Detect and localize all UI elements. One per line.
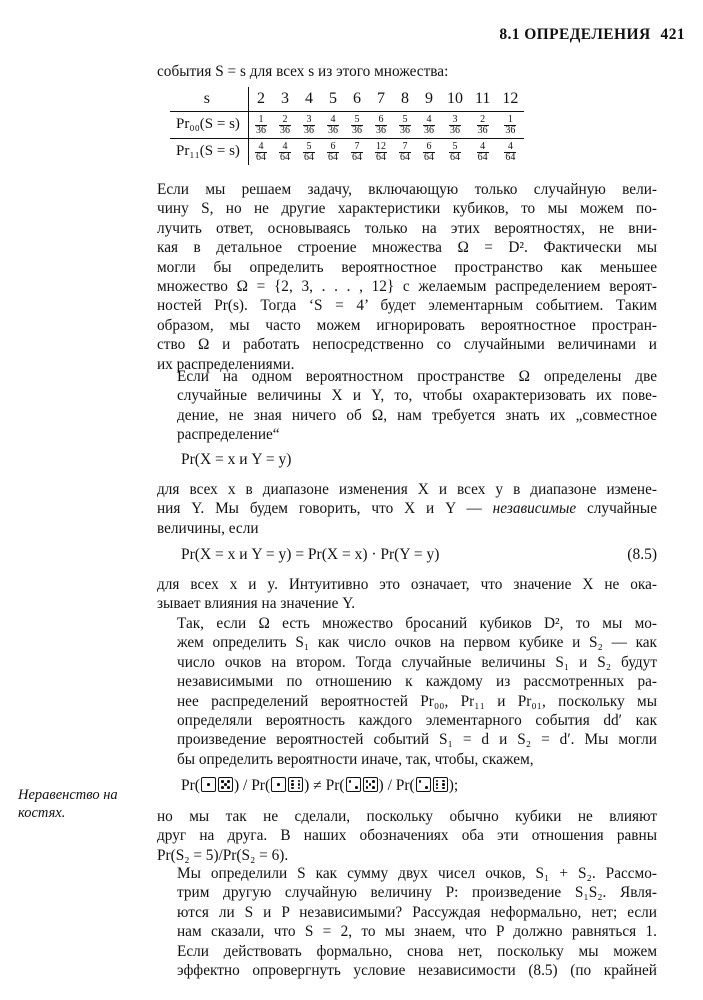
fraction	[449, 142, 461, 163]
para5-line-5: нее распределений вероятностей Pr₀₀, Pr₁₁ и Pr₀₁, поскольку мы	[177, 692, 657, 710]
fraction-numerator: 7	[351, 142, 363, 153]
fraction-numerator: 4	[255, 142, 267, 153]
paragraph-4-text	[157, 575, 657, 614]
fraction	[327, 142, 339, 163]
para1-line-1: Если мы решаем задачу, включающую только случайную вели-	[157, 181, 657, 198]
para1-line-8: образом, мы часто можем игнорировать вероятностное простран-	[157, 316, 657, 334]
fraction	[255, 115, 267, 136]
para3-line-2a: ния Y. Мы будем говорить, что X и Y —	[157, 500, 493, 518]
fraction-denominator: 64	[279, 151, 290, 163]
table-cell	[393, 139, 417, 166]
table-cell	[469, 112, 496, 139]
table-s-value: 11	[474, 90, 491, 108]
para2-line-4: распределение“	[177, 426, 280, 444]
para6-line-2: друг на друга. В наших обозначениях оба эти отношения равны	[157, 827, 657, 845]
para1-line-5: могли бы определить вероятностное пространство как меньшее	[157, 258, 657, 276]
fraction-denominator: 64	[505, 151, 516, 163]
para1-line-4: кая в детальное строение множества Ω = D². Фактически мы	[157, 239, 657, 257]
fraction-denominator: 36	[279, 124, 290, 136]
fraction-denominator: 36	[477, 124, 488, 136]
fraction	[279, 115, 291, 136]
fraction-numerator: 2	[477, 115, 489, 126]
para4-line-2: зывает влияния на значение Y.	[157, 595, 356, 613]
die-two-icon	[416, 777, 431, 792]
page-number: 421	[660, 26, 685, 43]
para5-line-4: независимыми по отношению к каждому из рассмотренных ра-	[177, 673, 657, 691]
fraction-numerator: 7	[399, 142, 411, 153]
fraction	[279, 142, 291, 163]
paragraph-7-text	[157, 864, 657, 980]
die-one-icon	[271, 777, 286, 792]
para3-line-1: для всех x в диапазоне изменения X и всех y в диапазоне измене-	[157, 481, 657, 498]
die-five-icon	[363, 777, 378, 792]
fraction-numerator: 5	[399, 115, 411, 126]
para2-line-3: дение, не зная ничего об Ω, нам требуется знать их „совместное	[177, 406, 657, 424]
table-cell	[441, 139, 469, 166]
fraction	[423, 142, 435, 163]
paragraph-4	[157, 575, 657, 614]
table-cell	[248, 139, 273, 166]
fraction-denominator: 64	[399, 151, 410, 163]
slash-1: /	[243, 777, 248, 794]
para5-line-3: число очков на втором. Тогда случайные величины S₁ и S₂ будут	[177, 653, 657, 671]
fraction	[477, 142, 489, 163]
paragraph-2-text	[157, 367, 657, 445]
fraction	[327, 115, 339, 136]
fraction-numerator: 2	[279, 115, 291, 126]
table-cell	[248, 112, 273, 139]
table-cell	[369, 112, 393, 139]
para1-line-10: их распределениями.	[157, 355, 295, 373]
die-five-icon	[218, 777, 233, 792]
pr-open-4: Pr(	[395, 777, 415, 794]
fraction	[477, 115, 489, 136]
term-independent: независимые	[492, 500, 577, 518]
semicolon: ;	[453, 777, 459, 794]
table-row-pr00	[170, 112, 524, 139]
table-header-label: s	[170, 87, 248, 112]
probability-table	[170, 87, 524, 165]
fraction	[351, 142, 363, 163]
para5-line-2: жем определить S₁ как число очков на первом кубике и S₂ — как	[177, 634, 657, 652]
fraction-denominator: 36	[505, 124, 516, 136]
paragraph-6	[157, 807, 657, 865]
para5-line-6: определяли вероятность каждого элементарного события dd′ как	[177, 712, 657, 730]
fraction-denominator: 64	[351, 151, 362, 163]
table-s-value: 4	[304, 90, 313, 108]
fraction-numerator: 6	[375, 115, 387, 126]
paragraph-7	[157, 864, 657, 980]
die-six-icon	[433, 777, 448, 792]
para1-line-7: ностей Pr(s). Тогда ‘S = 4’ будет элементарным событием. Таким	[157, 297, 657, 315]
para3-line-2b: случайные	[576, 500, 657, 518]
fraction-numerator: 6	[327, 142, 339, 153]
paragraph-1-text	[157, 180, 657, 374]
fraction	[504, 142, 516, 163]
fraction-numerator: 6	[423, 142, 435, 153]
fraction-denominator: 64	[477, 151, 488, 163]
fraction	[303, 115, 315, 136]
table-cell	[345, 139, 369, 166]
fraction-denominator: 36	[449, 124, 460, 136]
pr-open-1: Pr(	[181, 777, 200, 794]
table-s-value: 2	[256, 90, 265, 108]
para3-line-2	[157, 499, 657, 518]
section-title: 8.1 ОПРЕДЕЛЕНИЯ	[499, 26, 651, 43]
pr-close-4: )	[448, 777, 454, 794]
fraction-denominator: 64	[449, 151, 460, 163]
die-one-icon	[201, 777, 216, 792]
table-cell	[321, 139, 345, 166]
formula-dice-inequality	[181, 776, 458, 795]
die-six-icon	[288, 777, 303, 792]
pr-close-2: )	[304, 777, 310, 794]
fraction-numerator: 12	[375, 140, 386, 152]
fraction-denominator: 64	[255, 151, 266, 163]
fraction-denominator: 64	[327, 151, 338, 163]
para1-line-3: лучить ответ, основываясь только на этих вероятностях, не вни-	[157, 219, 657, 237]
running-header	[499, 25, 685, 44]
fraction-denominator: 36	[351, 124, 362, 136]
table-s-value: 10	[446, 90, 463, 108]
margin-note: Неравенство на костях.	[18, 787, 118, 821]
intro-line	[157, 62, 657, 81]
fraction-denominator: 64	[303, 151, 314, 163]
para7-line-3: ются ли S и P независимыми? Рассуждая неформально, нет; если	[177, 903, 657, 921]
table-cell	[321, 112, 345, 139]
table-row-pr11	[170, 139, 524, 166]
fraction-numerator: 4	[279, 142, 291, 153]
fraction-denominator: 36	[327, 124, 338, 136]
fraction	[504, 115, 516, 136]
die-two-icon	[346, 777, 361, 792]
paragraph-6-text	[157, 807, 657, 865]
table-cell	[345, 112, 369, 139]
table-cell	[273, 112, 297, 139]
table-cell	[369, 139, 393, 166]
fraction-numerator: 4	[477, 142, 489, 153]
table-cell	[469, 139, 496, 166]
table-cell	[297, 112, 321, 139]
table-s-value: 7	[376, 90, 385, 108]
para6-line-3: Pr(S₂ = 5)/Pr(S₂ = 6).	[157, 846, 289, 864]
fraction-numerator: 5	[449, 142, 461, 153]
fraction-numerator: 4	[423, 115, 435, 126]
para7-line-6: эффектно опровергнуть условие независимости (8.5) (по крайней	[177, 962, 657, 980]
fraction-numerator: 5	[303, 142, 315, 153]
paragraph-2	[157, 367, 657, 445]
fraction-denominator: 36	[375, 124, 386, 136]
paragraph-5-text	[157, 614, 657, 769]
para5-line-1: Так, если Ω есть множество бросаний кубиков D², то мы мо-	[177, 615, 657, 632]
fraction-denominator: 64	[423, 151, 434, 163]
para7-line-4: нам сказали, что S = 2, то мы знаем, что P должно равняться 1.	[177, 923, 657, 941]
table-cell	[393, 112, 417, 139]
equation-number: (8.5)	[627, 546, 657, 563]
fraction	[423, 115, 435, 136]
fraction-numerator: 5	[351, 115, 363, 126]
table-s-value: 9	[424, 90, 433, 108]
table-cell	[297, 139, 321, 166]
para5-line-7: произведение вероятностей событий S₁ = d и S₂ = d′. Мы могли	[177, 731, 657, 749]
fraction-denominator: 36	[255, 124, 266, 136]
fraction	[255, 142, 267, 163]
table-header-row	[170, 87, 524, 112]
para1-line-6: множество Ω = {2, 3, . . . , 12} с желаемым распределением вероят-	[157, 278, 657, 296]
slash-2: /	[387, 777, 392, 794]
paragraph-5	[157, 614, 657, 769]
para5-line-8: бы определить вероятности иначе, так, чтобы, скажем,	[177, 750, 534, 768]
fraction-numerator: 4	[327, 115, 339, 126]
table-cell	[496, 139, 524, 166]
paragraph-1	[157, 180, 657, 374]
fraction-denominator: 64	[375, 151, 386, 163]
row-label-pr00: Pr₀₀(S = s)	[170, 112, 248, 139]
fraction-numerator: 1	[255, 115, 267, 126]
fraction	[351, 115, 363, 136]
para7-line-1: Мы определили S как сумму двух чисел очков, S₁ + S₂. Рассмо-	[177, 865, 657, 882]
intro-text: события S = s для всех s из этого множества:	[157, 63, 449, 80]
row-label-pr11: Pr₁₁(S = s)	[170, 139, 248, 166]
fraction-numerator: 3	[303, 115, 315, 126]
table-s-value: 5	[328, 90, 337, 108]
table-s-value: 6	[352, 90, 361, 108]
table-s-value: 12	[502, 90, 519, 108]
para7-line-2: трим другую случайную величину P: произведение S₁S₂. Явля-	[177, 884, 657, 902]
fraction	[399, 115, 411, 136]
fraction	[375, 115, 387, 136]
table-cell	[496, 112, 524, 139]
fraction	[399, 142, 411, 163]
pr-open-2: Pr(	[251, 777, 271, 794]
fraction	[375, 142, 387, 163]
pr-close-3: )	[378, 777, 384, 794]
fraction	[303, 142, 315, 163]
table-cell	[417, 139, 441, 166]
paragraph-3	[157, 480, 657, 538]
neq-sign: ≠	[313, 777, 322, 794]
formula-independence: Pr(X = x и Y = y) = Pr(X = x) · Pr(Y = y)	[181, 546, 440, 563]
fraction-denominator: 36	[399, 124, 410, 136]
para6-line-1: но мы так не сделали, поскольку обычно кубики не влияют	[157, 808, 657, 825]
pr-open-3: Pr(	[325, 777, 345, 794]
fraction-denominator: 36	[303, 124, 314, 136]
table-s-value: 3	[280, 90, 289, 108]
formula-joint: Pr(X = x и Y = y)	[181, 451, 292, 468]
para1-line-2: чину S, но не другие характеристики кубиков, то мы можем по-	[157, 200, 657, 218]
table-cell	[417, 112, 441, 139]
pr-close-1: )	[233, 777, 240, 794]
para4-line-1: для всех x и y. Интуитивно это означает, что значение X не ока-	[157, 576, 657, 593]
para7-line-5: Если действовать формально, снова нет, поскольку мы можем	[177, 942, 657, 960]
para3-line-3: величины, если	[157, 519, 259, 537]
para2-line-1: Если на одном вероятностном пространстве Ω определены две	[177, 368, 657, 385]
para2-line-2: случайные величины X и Y, то, чтобы охарактеризовать их пове-	[177, 387, 657, 405]
fraction	[449, 115, 461, 136]
table-s-value: 8	[400, 90, 409, 108]
fraction-numerator: 1	[504, 115, 516, 126]
table-cell	[273, 139, 297, 166]
para1-line-9: ство Ω и работать непосредственно со случайными величинами и	[157, 336, 657, 354]
fraction-numerator: 4	[504, 142, 516, 153]
fraction-numerator: 3	[449, 115, 461, 126]
table-cell	[441, 112, 469, 139]
paragraph-3-text	[157, 480, 657, 538]
fraction-denominator: 36	[423, 124, 434, 136]
